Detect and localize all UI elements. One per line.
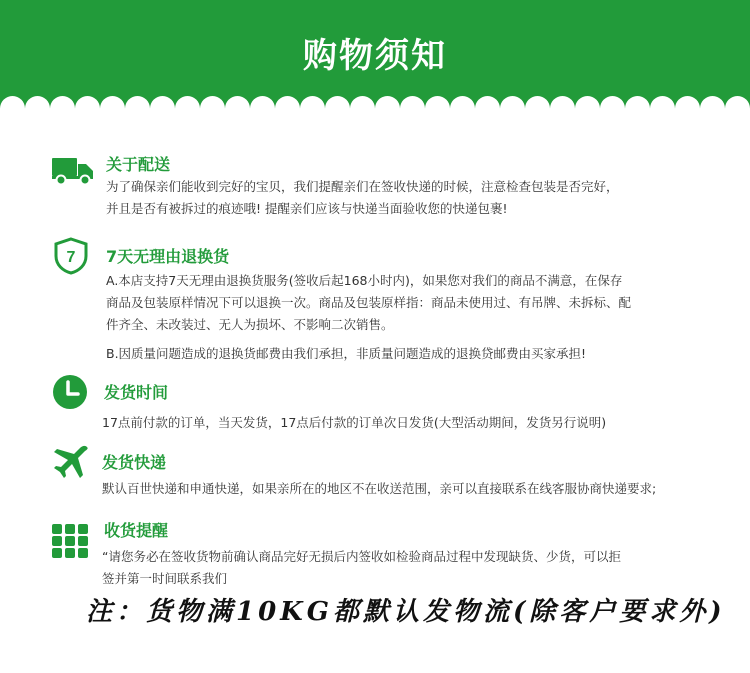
section-title: 关于配送 xyxy=(106,155,171,174)
section-title: 发货快递 xyxy=(102,453,167,472)
section-text-line: 签并第一时间联系我们 xyxy=(102,571,228,586)
section-text-line: “请您务必在签收货物前确认商品完好无损后内签收如检验商品过程中发现缺货、少货，可以拒 xyxy=(102,549,621,564)
logistics-note: 注：货物满10KG都默认发物流(除客户要求外) xyxy=(86,597,726,627)
section-title: 7天无理由退换货 xyxy=(106,247,230,266)
section-text-line: B.因质量问题造成的退换货邮费由我们承担，非质量问题造成的退换贷邮费由买家承担! xyxy=(106,346,587,361)
section-text-line: 默认百世快递和申通快递，如果亲所在的地区不在收送范围，亲可以直接联系在线客服协商快递要求; xyxy=(102,481,657,496)
delivery-truck-icon xyxy=(52,156,94,186)
section-text-line: 并且是否有被拆过的痕迹哦! 提醒亲们应该与快递当面验收您的快递包裹! xyxy=(106,201,508,216)
section-text-line: A.本店支持7天无理由退换货服务(签收后起168小时内)，如果您对我们的商品不满意，在保存 xyxy=(106,273,623,288)
section-text-line: 17点前付款的订单，当天发货，17点后付款的订单次日发货(大型活动期间，发货另行说明) xyxy=(102,415,607,430)
section-text-line: 件齐全、未改装过、无人为损坏、不影响二次销售。 xyxy=(106,317,394,332)
scalloped-edge xyxy=(0,96,750,112)
section-title: 发货时间 xyxy=(104,383,169,402)
page-title: 购物须知 xyxy=(303,36,447,76)
clock-icon xyxy=(52,374,88,410)
shield-number: 7 xyxy=(66,249,76,266)
section-text-line: 商品及包装原样情况下可以退换一次。商品及包装原样指：商品未使用过、有吊牌、未拆标、配 xyxy=(106,295,632,310)
section-title: 收货提醒 xyxy=(104,521,169,540)
header-banner xyxy=(0,0,750,112)
airplane-icon xyxy=(52,444,90,482)
section-text-line: 为了确保亲们能收到完好的宝贝，我们提醒亲们在签收快递的时候，注意检查包装是否完好， xyxy=(106,179,619,194)
grid-icon xyxy=(52,524,88,558)
seven-day-shield-icon xyxy=(53,237,89,275)
